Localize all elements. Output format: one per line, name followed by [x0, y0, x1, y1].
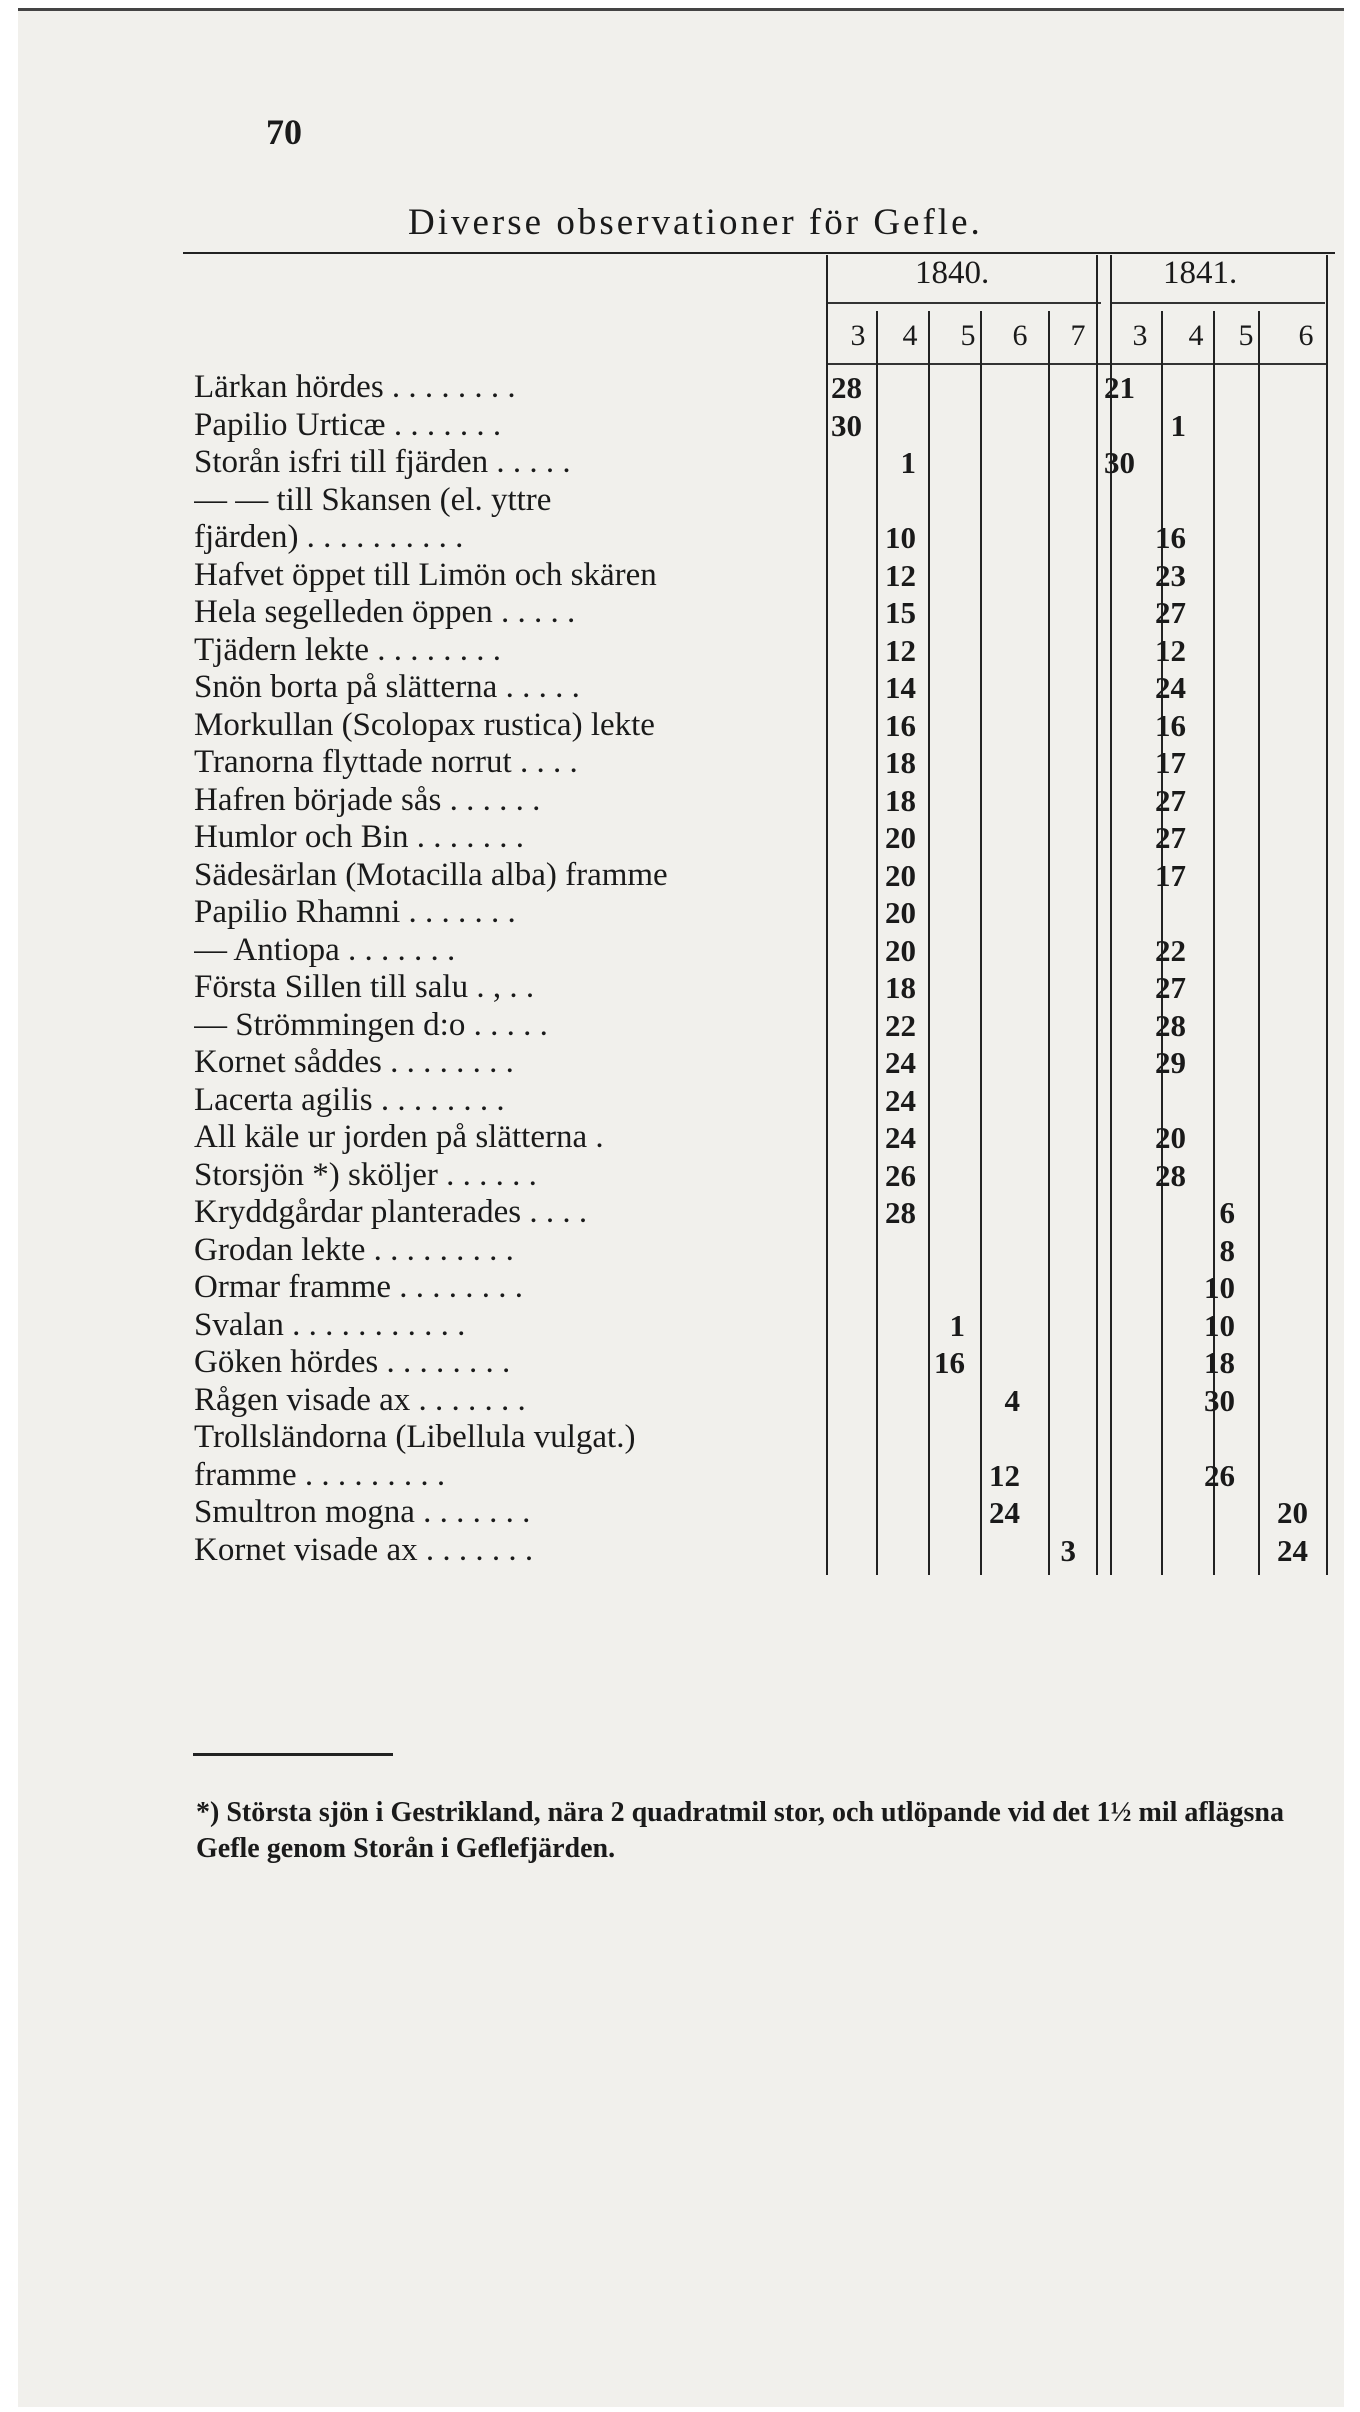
- date-value: 27: [1155, 970, 1186, 1005]
- observation-label: Hafren började sås . . . . . .: [194, 781, 541, 818]
- observation-row: [194, 707, 826, 745]
- observation-label: framme . . . . . . . . .: [194, 1456, 446, 1493]
- date-value: 20: [885, 857, 916, 893]
- date-value: 26: [1204, 1457, 1235, 1493]
- observation-row: [194, 1419, 826, 1457]
- observation-row: [194, 557, 826, 595]
- date-value: 21: [1104, 370, 1135, 405]
- footnote-rule: [193, 1753, 393, 1756]
- observation-row: [194, 369, 826, 407]
- observation-label: All käle ur jorden på slätterna .: [194, 1119, 604, 1155]
- title-rule: [183, 252, 1335, 254]
- observation-row: [194, 482, 826, 520]
- year-1841-rule: [1110, 302, 1325, 304]
- date-value: 17: [1155, 745, 1186, 780]
- observation-label: Kornet såddes . . . . . . . .: [194, 1044, 514, 1080]
- observation-row: [194, 1119, 826, 1157]
- date-value: 1: [900, 445, 916, 480]
- page: [18, 8, 1344, 2407]
- observation-row: [194, 444, 826, 482]
- date-value: 3: [1060, 1532, 1076, 1568]
- date-value: 8: [1219, 1232, 1235, 1268]
- date-value: 15: [885, 595, 916, 630]
- date-value: 18: [885, 745, 916, 780]
- date-value: 12: [885, 632, 916, 668]
- date-value: 22: [1155, 932, 1186, 968]
- date-value: 30: [1204, 1382, 1235, 1418]
- observation-label: Grodan lekte . . . . . . . . .: [194, 1231, 514, 1268]
- observation-label: Snön borta på slätterna . . . . .: [194, 669, 580, 705]
- date-value: 27: [1155, 595, 1186, 630]
- observation-row: [194, 1232, 826, 1270]
- date-value: 24: [885, 1120, 916, 1155]
- observation-row: [194, 1082, 826, 1120]
- date-value: 23: [1155, 557, 1186, 593]
- observation-label: Humlor och Bin . . . . . . .: [194, 819, 524, 855]
- year-1840-rule: [826, 302, 1101, 304]
- date-value: 18: [885, 970, 916, 1005]
- observation-label: Hela segelleden öppen . . . . .: [194, 594, 576, 630]
- column-header: 3: [850, 319, 866, 352]
- observation-label: — — till Skansen (el. yttre: [194, 481, 552, 518]
- column-header: 7: [1070, 319, 1086, 352]
- observation-label: — Antiopa . . . . . . .: [194, 931, 456, 968]
- footnote: *) Största sjön i Gestrikland, nära 2 quadratmil stor, och utlöpande vid det 1½ mil aflägsna Gefle genom Storån i Geflefjärden.: [196, 1797, 1284, 1864]
- observation-row: [194, 1157, 826, 1195]
- observation-row: [194, 819, 826, 857]
- observation-row: [194, 894, 826, 932]
- date-value: 30: [1104, 445, 1135, 480]
- date-value: 28: [1155, 1007, 1186, 1043]
- observation-label: Morkullan (Scolopax rustica) lekte: [194, 706, 655, 743]
- observation-row: [194, 1382, 826, 1420]
- date-value: 1: [949, 1307, 965, 1343]
- observation-label: Storsjön *) sköljer . . . . . .: [194, 1156, 537, 1193]
- date-value: 30: [831, 407, 862, 443]
- observation-label: Lacerta agilis . . . . . . . .: [194, 1081, 505, 1118]
- date-value: 16: [1155, 520, 1186, 555]
- date-value: 16: [885, 707, 916, 743]
- year-1841: 1841.: [1163, 255, 1238, 291]
- date-value: 12: [989, 1457, 1020, 1493]
- observation-label: Kornet visade ax . . . . . . .: [194, 1531, 534, 1568]
- date-value: 24: [885, 1082, 916, 1118]
- observation-label: Första Sillen till salu . , . .: [194, 969, 535, 1005]
- date-value: 29: [1155, 1045, 1186, 1080]
- date-value: 6: [1219, 1195, 1235, 1230]
- date-value: 18: [885, 782, 916, 818]
- date-value: 28: [1155, 1157, 1186, 1193]
- observation-row: [194, 594, 826, 632]
- observation-row: [194, 1532, 826, 1570]
- column-divider: [928, 311, 930, 1575]
- observation-row: [194, 744, 826, 782]
- date-value: 20: [1277, 1495, 1308, 1530]
- date-value: 20: [1155, 1120, 1186, 1155]
- date-value: 20: [885, 932, 916, 968]
- date-value: 27: [1155, 820, 1186, 855]
- column-header: 3: [1132, 319, 1148, 352]
- date-value: 16: [1155, 707, 1186, 743]
- column-header: 5: [960, 319, 976, 352]
- date-value: 18: [1204, 1345, 1235, 1380]
- observation-row: [194, 932, 826, 970]
- date-value: 24: [1277, 1532, 1308, 1568]
- date-value: 20: [885, 895, 916, 930]
- observation-label: Storån isfri till fjärden . . . . .: [194, 444, 571, 480]
- observation-row: [194, 1044, 826, 1082]
- date-value: 14: [885, 670, 916, 705]
- observation-label: Hafvet öppet till Limön och skären: [194, 556, 657, 593]
- column-header: 6: [1298, 319, 1314, 352]
- column-divider: [1048, 311, 1050, 1575]
- observation-row: [194, 857, 826, 895]
- page-title: Diverse observationer för Gefle.: [408, 202, 983, 243]
- observation-row: [194, 407, 826, 445]
- observation-label: Papilio Rhamni . . . . . . .: [194, 894, 516, 930]
- date-value: 24: [885, 1045, 916, 1080]
- observation-label: Tranorna flyttade norrut . . . .: [194, 744, 578, 780]
- observation-label: Göken hördes . . . . . . . .: [194, 1344, 511, 1380]
- date-value: 20: [885, 820, 916, 855]
- observation-list: [194, 369, 826, 1569]
- date-value: 22: [885, 1007, 916, 1043]
- date-value: 10: [1204, 1270, 1235, 1305]
- column-header: 4: [1188, 319, 1204, 352]
- observation-label: fjärden) . . . . . . . . . .: [194, 519, 464, 555]
- header-bottom-rule: [826, 363, 1326, 365]
- column-header: 4: [902, 319, 918, 352]
- date-value: 10: [1204, 1307, 1235, 1343]
- observation-row: [194, 669, 826, 707]
- observation-row: [194, 1194, 826, 1232]
- date-value: 24: [1155, 670, 1186, 705]
- observation-row: [194, 969, 826, 1007]
- observation-label: Lärkan hördes . . . . . . . .: [194, 369, 516, 405]
- date-value: 12: [1155, 632, 1186, 668]
- column-divider: [1258, 311, 1260, 1575]
- observation-label: Sädesärlan (Motacilla alba) framme: [194, 856, 668, 893]
- page-number: 70: [266, 112, 302, 152]
- column-header: 5: [1238, 319, 1254, 352]
- date-value: 1: [1170, 407, 1186, 443]
- observation-row: [194, 1007, 826, 1045]
- observation-label: Kryddgårdar planterades . . . .: [194, 1194, 588, 1230]
- date-value: 4: [1004, 1382, 1020, 1418]
- date-value: 28: [831, 370, 862, 405]
- observation-label: Smultron mogna . . . . . . .: [194, 1494, 531, 1530]
- date-value: 17: [1155, 857, 1186, 893]
- date-value: 12: [885, 557, 916, 593]
- observation-row: [194, 782, 826, 820]
- year-1840: 1840.: [915, 255, 990, 291]
- date-value: 16: [934, 1345, 965, 1380]
- date-value: 28: [885, 1195, 916, 1230]
- date-value: 27: [1155, 782, 1186, 818]
- date-value: 26: [885, 1157, 916, 1193]
- date-value: 10: [885, 520, 916, 555]
- observation-row: [194, 1494, 826, 1532]
- column-divider: [826, 255, 828, 1575]
- observation-label: Papilio Urticæ . . . . . . .: [194, 406, 502, 443]
- observation-label: — Strömmingen d:o . . . . .: [194, 1006, 548, 1043]
- column-divider: [1326, 255, 1328, 1575]
- observation-row: [194, 1307, 826, 1345]
- observation-row: [194, 632, 826, 670]
- observation-row: [194, 1344, 826, 1382]
- observation-label: Svalan . . . . . . . . . . .: [194, 1306, 466, 1343]
- observation-row: [194, 1269, 826, 1307]
- date-value: 24: [989, 1495, 1020, 1530]
- observation-label: Tjädern lekte . . . . . . . .: [194, 631, 501, 668]
- observation-label: Trollsländorna (Libellula vulgat.): [194, 1419, 636, 1455]
- observation-row: [194, 1457, 826, 1495]
- observation-label: Rågen visade ax . . . . . . .: [194, 1381, 526, 1418]
- column-header: 6: [1012, 319, 1028, 352]
- observation-label: Ormar framme . . . . . . . .: [194, 1269, 523, 1305]
- observation-row: [194, 519, 826, 557]
